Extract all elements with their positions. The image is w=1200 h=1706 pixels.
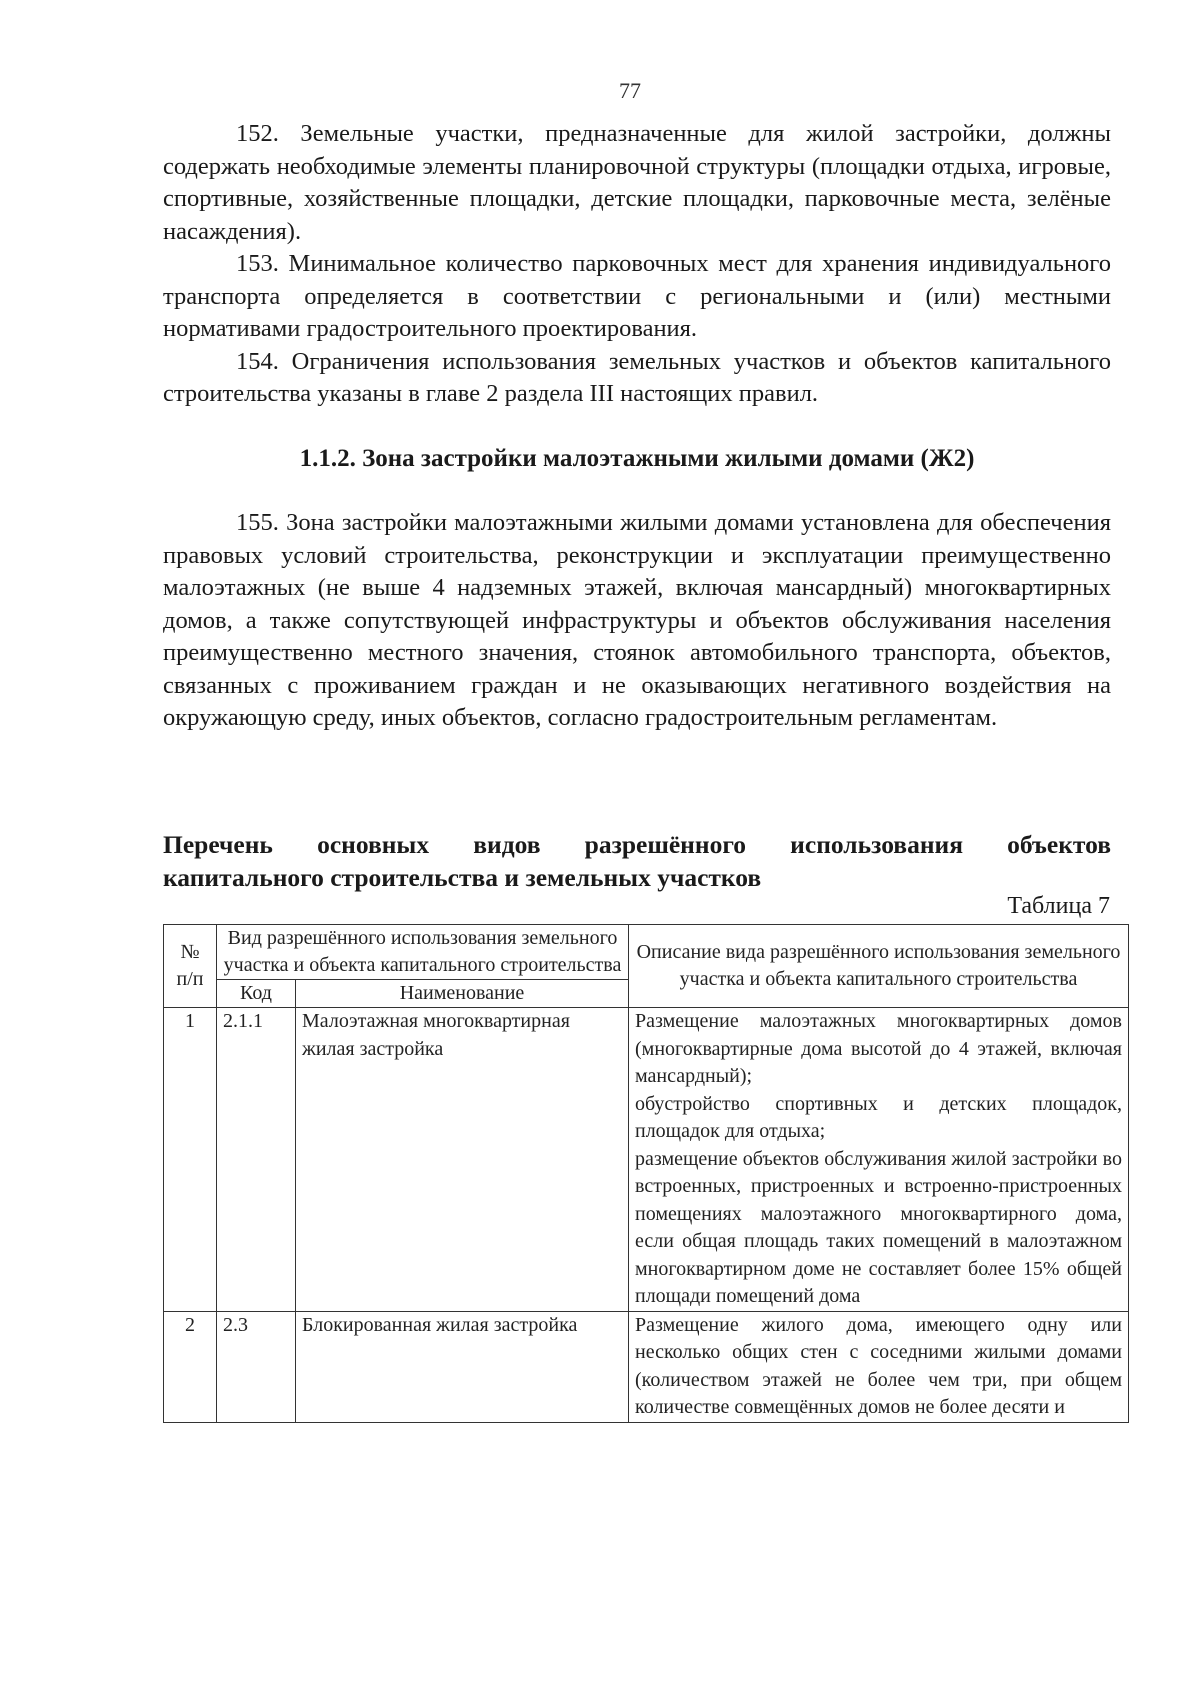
- header-code: Код: [217, 980, 296, 1008]
- description-line: Размещение жилого дома, имеющего одну или несколько общих стен с соседними жилыми домами (количеством этажей не более чем три, при общем количестве совмещённых домов не более десяти и: [635, 1313, 1122, 1418]
- paragraph-154: 154. Ограничения использования земельных участков и объектов капитального строительства указаны в главе 2 раздела III настоящих правил.: [163, 347, 1111, 407]
- paragraph-152: 152. Земельные участки, предназначенные для жилой застройки, должны содержать необходимые элементы планировочной структуры (площадки отдыха, игровые, спортивные, хозяйственные площадки, детские площадки, парковочные места, зелёные насаждения).: [163, 120, 1111, 245]
- table-header-row: [164, 925, 1129, 980]
- table-row: [164, 1008, 1129, 1312]
- description-line: обустройство спортивных и детских площадок, площадок для отдыха;: [635, 1092, 1122, 1142]
- list-heading-line2: капитального строительства и земельных участков: [163, 863, 762, 892]
- row-code: 2.1.1: [217, 1008, 296, 1312]
- description-line: Размещение малоэтажных многоквартирных домов (многоквартирные дома высотой до 4 этажей, включая мансардный);: [635, 1010, 1122, 1087]
- header-use-group: Вид разрешённого использования земельного участка и объекта капитального строительства: [217, 925, 629, 980]
- zone-heading: 1.1.2. Зона застройки малоэтажными жилыми домами (Ж2): [299, 445, 975, 472]
- header-description: Описание вида разрешённого использования земельного участка и объекта капитального строительства: [629, 925, 1129, 1008]
- row-name: Блокированная жилая застройка: [296, 1311, 629, 1422]
- zone-description: [163, 507, 1111, 735]
- permitted-uses-table: [163, 924, 1129, 1423]
- list-heading: [163, 828, 1111, 894]
- row-num: 2: [164, 1311, 217, 1422]
- list-heading-line1: Перечень основных видов разрешённого использования объектов: [163, 830, 1111, 859]
- paragraph-155: 155. Зона застройки малоэтажными жилыми домами установлена для обеспечения правовых условий строительства, реконструкции и эксплуатации преимущественно малоэтажных (не выше 4 надземных этажей, включая мансардный) многоквартирных домов, а также сопутствующей инфраструктуры и объектов обслуживания населения преимущественно местного значения, стоянок автомобильного транспорта, объектов, связанных с проживанием граждан и не оказывающих негативного воздействия на окружающую среду, иных объектов, согласно градостроительным регламентам.: [163, 509, 1111, 731]
- intro-paragraphs: [163, 118, 1111, 411]
- description-line: размещение объектов обслуживания жилой застройки во встроенных, пристроенных и встроенно-пристроенных помещениях малоэтажного многоквартирного дома, если общая площадь таких помещений в малоэтажном многоквартирном доме не составляет более 15% общей площади помещений дома: [635, 1147, 1122, 1307]
- table-caption: Таблица 7: [1007, 893, 1110, 919]
- table-row: [164, 1311, 1129, 1422]
- row-num: 1: [164, 1008, 217, 1312]
- row-description: [629, 1311, 1129, 1422]
- page-number: 77: [619, 78, 641, 103]
- row-name: Малоэтажная многоквартирная жилая застройка: [296, 1008, 629, 1312]
- row-code: 2.3: [217, 1311, 296, 1422]
- paragraph-153: 153. Минимальное количество парковочных мест для хранения индивидуального транспорта определяется в соответствии с региональными и (или) местными нормативами градостроительного проектирования.: [163, 250, 1111, 342]
- row-description: [629, 1008, 1129, 1312]
- header-num: № п/п: [164, 925, 217, 1008]
- header-name: Наименование: [296, 980, 629, 1008]
